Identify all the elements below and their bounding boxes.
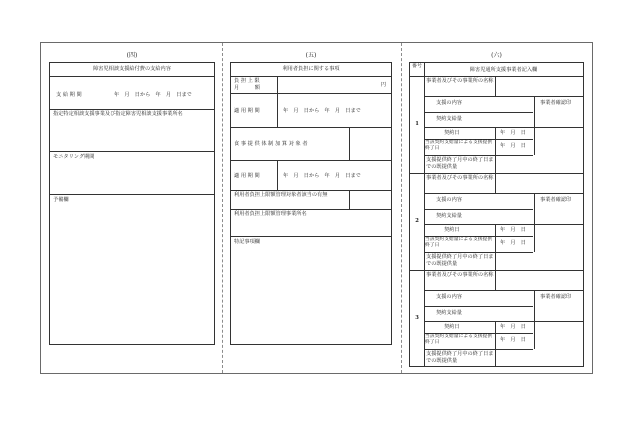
- panel-number-right: (六): [491, 52, 502, 59]
- fold-divider: [222, 43, 223, 373]
- payment-period-value: 年 月 日から 年 月 日まで: [114, 92, 192, 98]
- contract-date-value: 年 月 日: [500, 324, 526, 330]
- burden-management-office-label: 利用者負担上限額管理事業所名: [234, 211, 307, 217]
- section-title: 障害児相談支援給付費の支給内容: [93, 66, 171, 72]
- contract-date-value: 年 月 日: [500, 227, 526, 233]
- meal-provision-label: 食 事 提 供 体 制 加 算 対 象 者: [234, 141, 308, 147]
- section-title: 障害児通所支援事業者記入欄: [469, 67, 538, 73]
- provided-amount-label: 支援提供終了月中の終了日までの既提供量: [426, 254, 494, 268]
- support-end-date-value: 年 月 日: [500, 240, 526, 246]
- contract-amount-label: 契約支給量: [436, 310, 462, 316]
- support-content-label: 支援の内容: [436, 100, 462, 106]
- contract-date-label: 契約日: [444, 227, 460, 233]
- applicable-period-label: 適 用 期 間: [234, 108, 260, 114]
- support-content-label: 支援の内容: [436, 197, 462, 203]
- provider-name-label: 事業者及びその事業所の名称: [426, 78, 494, 84]
- support-content-label: 支援の内容: [436, 294, 462, 300]
- monitoring-period-label: モニタリング期間: [53, 154, 95, 160]
- provider-confirm-stamp-label: 事業者確認印: [540, 197, 572, 203]
- support-end-date-label: 当該契約支給量による支援提供終了日: [425, 140, 493, 151]
- burden-management-target-label: 利用者負担上限額管理対象者該当の有無: [234, 192, 328, 198]
- support-end-date-value: 年 月 日: [500, 337, 526, 343]
- provider-confirm-stamp-label: 事業者確認印: [540, 100, 572, 106]
- contract-date-label: 契約日: [444, 130, 460, 136]
- burden-limit-label: 負 担 上 限: [234, 78, 260, 84]
- support-end-date-label: 当該契約支給量による支援提供終了日: [425, 237, 493, 248]
- provider-name-label: 事業者及びその事業所の名称: [426, 175, 494, 181]
- panel-number-mid: (五): [305, 52, 317, 59]
- contract-amount-label: 契約支給量: [436, 116, 462, 122]
- provided-amount-label: 支援提供終了月中の終了日までの既提供量: [426, 157, 494, 171]
- applicable-period-value: 年 月 日から 年 月 日まで: [283, 108, 361, 114]
- contract-date-value: 年 月 日: [500, 130, 526, 136]
- fold-divider: [401, 43, 402, 373]
- provider-confirm-stamp-label: 事業者確認印: [540, 294, 572, 300]
- contract-amount-label: 契約支給量: [436, 213, 462, 219]
- provider-name-label: 指定特定相談支援事業及び指定障害児相談支援事業所名: [53, 111, 183, 117]
- support-end-date-label: 当該契約支給量による支援提供終了日: [425, 334, 493, 345]
- support-end-date-value: 年 月 日: [500, 143, 526, 149]
- contract-date-label: 契約日: [444, 324, 460, 330]
- provided-amount-label: 支援提供終了月中の終了日までの既提供量: [426, 351, 494, 365]
- payment-period-label: 支 給 期 間: [56, 92, 82, 98]
- number-column-header: 番号: [411, 63, 422, 69]
- burden-limit-label-2: 月 額: [234, 85, 260, 91]
- burden-limit-unit: 円: [380, 82, 386, 88]
- provider-entry-table: [409, 62, 584, 367]
- applicable-period-2-value: 年 月 日から 年 月 日まで: [283, 173, 361, 179]
- special-notes-label: 特記事項欄: [234, 239, 260, 245]
- user-burden-table: [230, 62, 392, 345]
- benefit-content-table: [49, 62, 215, 345]
- applicable-period-2-label: 適 用 期 間: [234, 173, 260, 179]
- provider-name-label: 事業者及びその事業所の名称: [426, 272, 494, 278]
- entry-number: 3: [415, 315, 419, 321]
- section-title: 利用者負担に関する事項: [282, 66, 340, 72]
- panel-number-left: (四): [126, 52, 138, 59]
- entry-number: 1: [415, 121, 419, 127]
- entry-number: 2: [415, 218, 419, 224]
- form-sheet: [40, 42, 593, 374]
- notes-label: 予備欄: [53, 197, 69, 203]
